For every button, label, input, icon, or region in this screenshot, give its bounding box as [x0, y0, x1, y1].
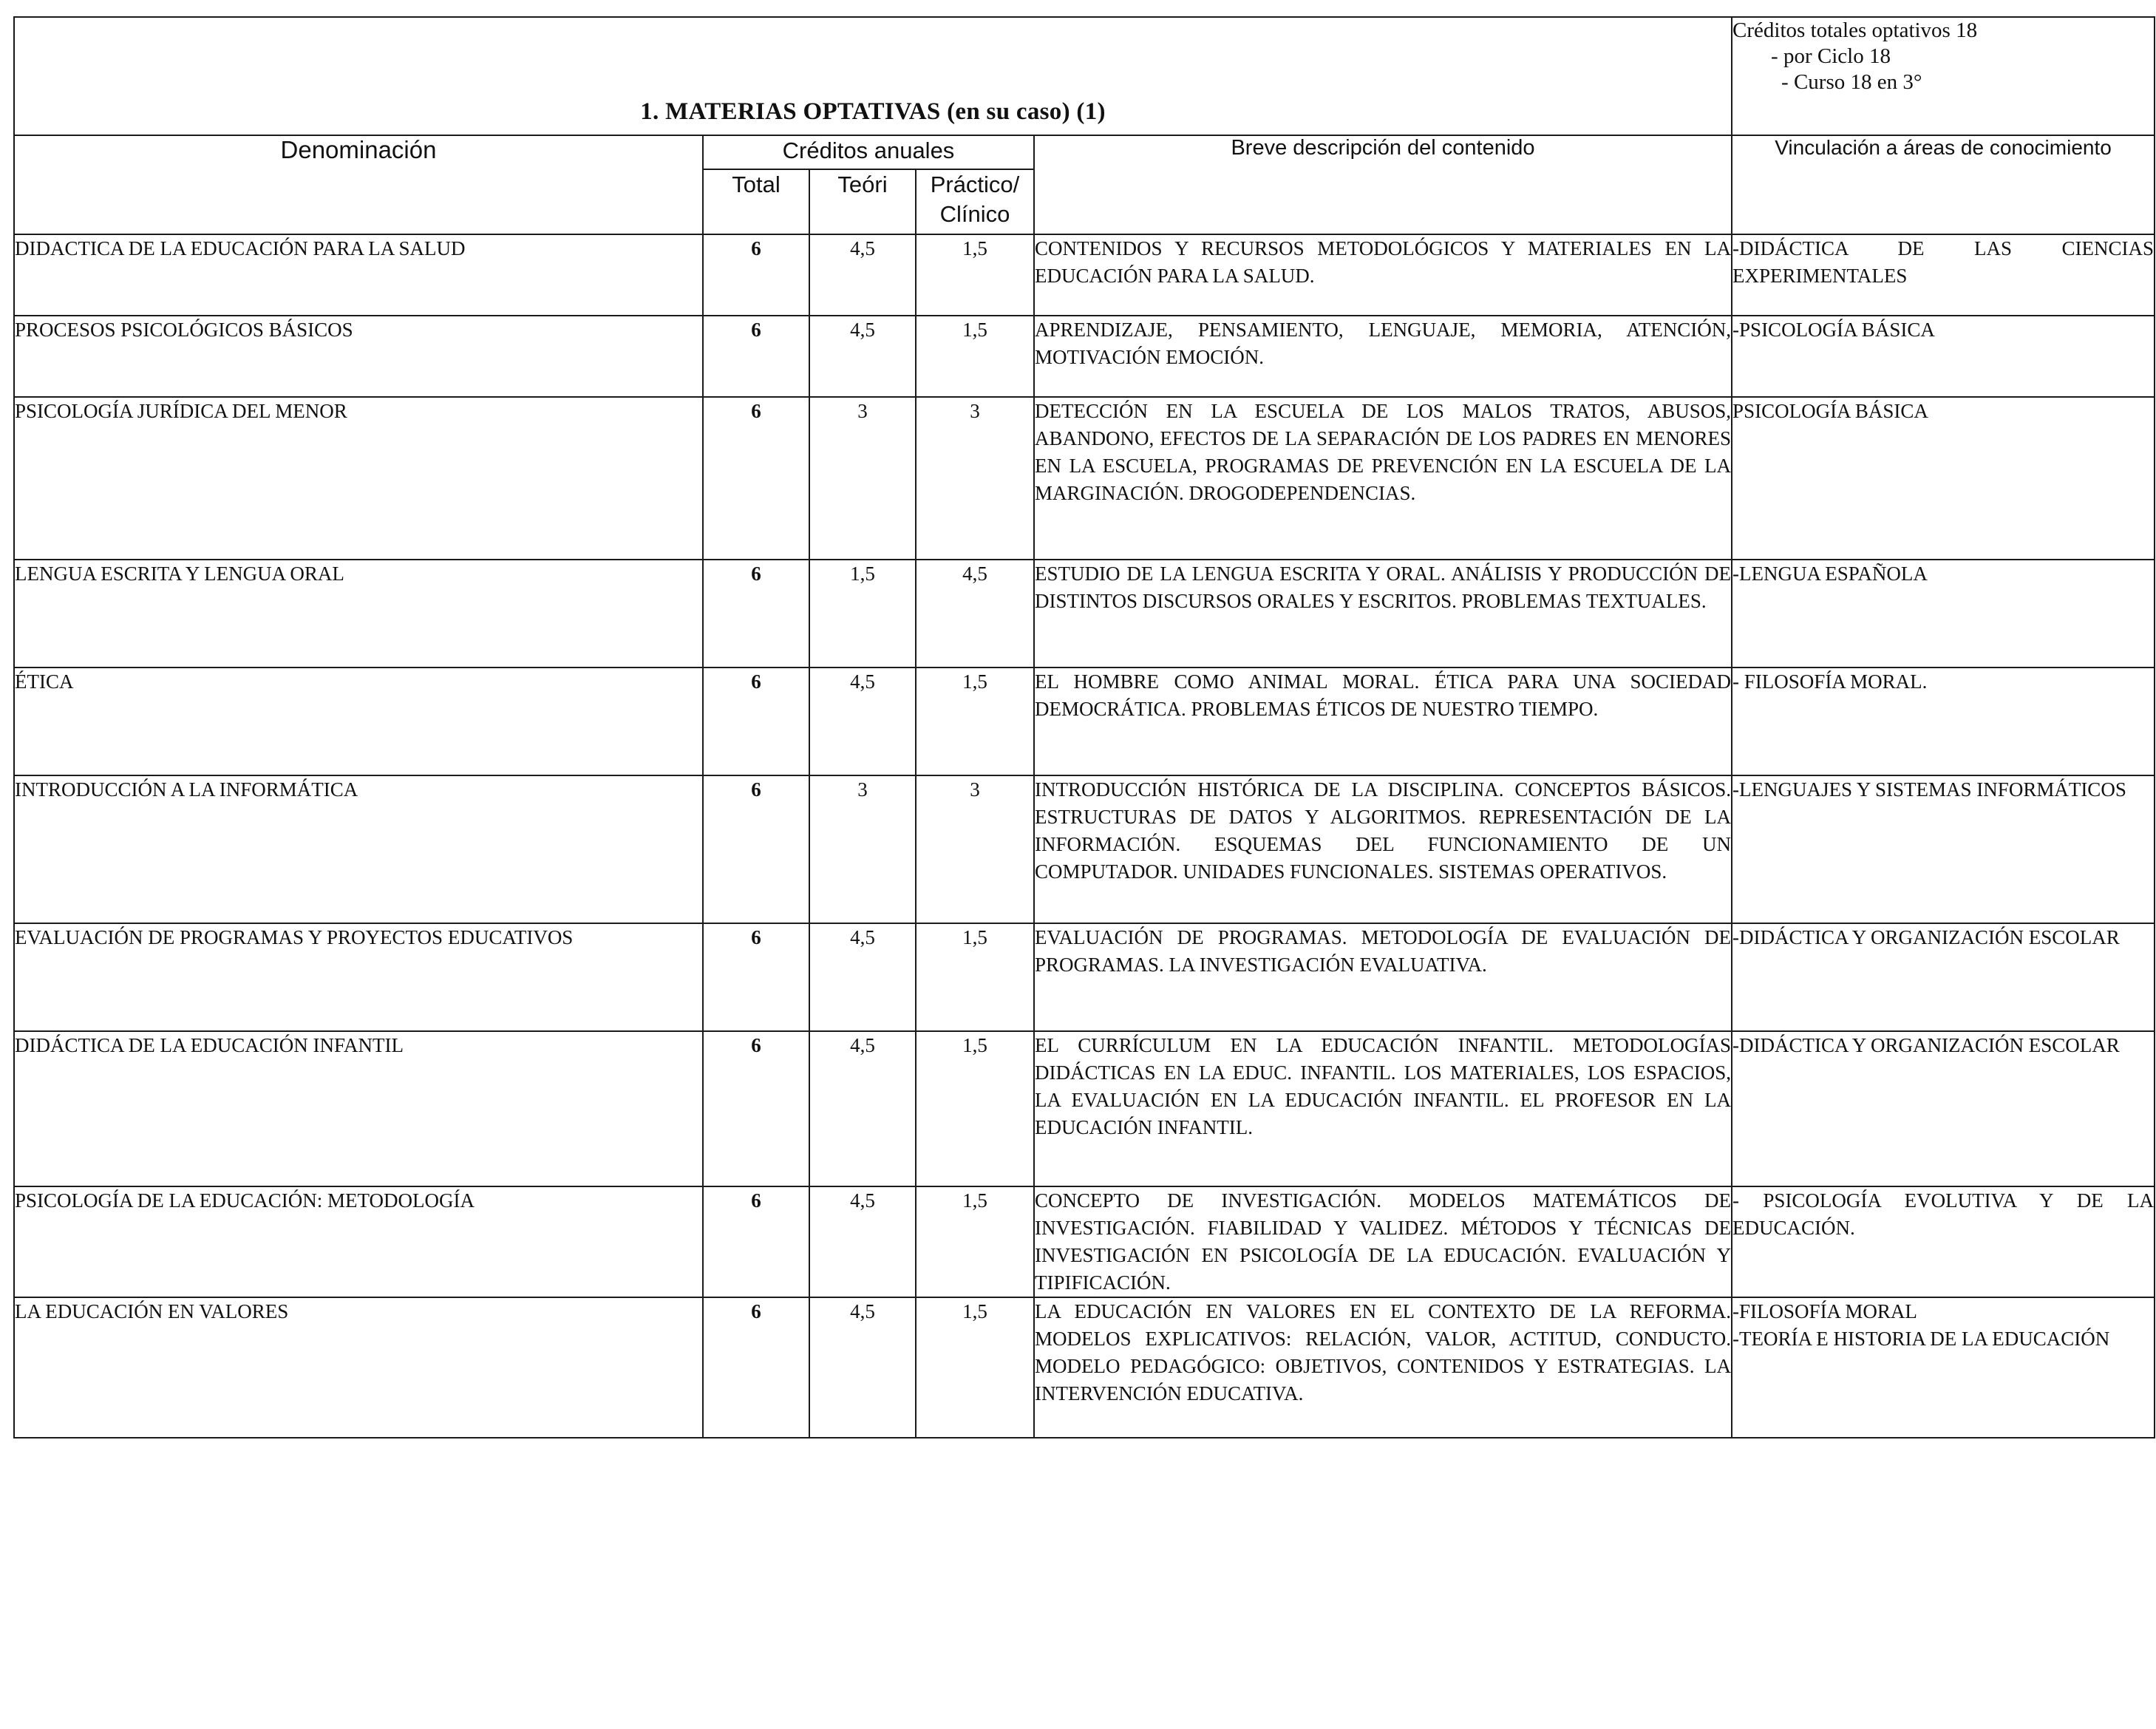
knowledge-area-item: -FILOSOFÍA MORAL [1732, 1300, 1917, 1322]
knowledge-area-item: -LENGUA ESPAÑOLA [1732, 563, 1928, 585]
col-practico: Práctico/ Clínico [916, 169, 1034, 234]
knowledge-area-item: - PSICOLOGÍA EVOLUTIVA Y DE LA EDUCACIÓN. [1732, 1189, 2155, 1239]
credits-theory-value: 4,5 [809, 668, 916, 775]
header-row [14, 17, 2155, 135]
credits-practice-value: 4,5 [916, 560, 1034, 668]
credits-practice-value: 3 [916, 775, 1034, 923]
table-row [14, 397, 2155, 560]
credits-theory-value: 4,5 [809, 1297, 916, 1438]
col-total: Total [703, 169, 809, 234]
header-title-cell [14, 17, 1732, 135]
table-row [14, 1297, 2155, 1438]
page-title: 1. MATERIAS OPTATIVAS (en su caso) (1) [640, 98, 1106, 125]
credits-total-value: 6 [703, 775, 809, 923]
knowledge-area-item: -DIDÁCTICA Y ORGANIZACIÓN ESCOLAR [1732, 926, 2120, 948]
credits-theory-value: 3 [809, 397, 916, 560]
col-creditos-anuales: Créditos anuales [703, 135, 1034, 169]
table-row [14, 668, 2155, 775]
knowledge-area [1732, 316, 2155, 397]
credits-total-value: 6 [703, 560, 809, 668]
credits-practice-value: 3 [916, 397, 1034, 560]
table-row [14, 560, 2155, 668]
knowledge-area-item: -TEORÍA E HISTORIA DE LA EDUCACIÓN [1732, 1328, 2110, 1350]
credits-total-value: 6 [703, 234, 809, 316]
table-row [14, 316, 2155, 397]
credits-theory-value: 4,5 [809, 1031, 916, 1186]
knowledge-area [1732, 1186, 2155, 1297]
subject-name: LA EDUCACIÓN EN VALORES [14, 1297, 703, 1438]
subject-name: EVALUACIÓN DE PROGRAMAS Y PROYECTOS EDUCATIVOS [14, 923, 703, 1031]
knowledge-area [1732, 1031, 2155, 1186]
col-teori: Teóri [809, 169, 916, 234]
subject-description: EL HOMBRE COMO ANIMAL MORAL. ÉTICA PARA UNA SOCIEDAD DEMOCRÁTICA. PROBLEMAS ÉTICOS DE NUESTRO TIEMPO. [1034, 668, 1732, 775]
credits-total-value: 6 [703, 668, 809, 775]
credits-course: - Curso 18 en 3° [1781, 70, 1922, 94]
credits-total-value: 6 [703, 397, 809, 560]
credits-practice-value: 1,5 [916, 234, 1034, 316]
subject-description: EVALUACIÓN DE PROGRAMAS. METODOLOGÍA DE EVALUACIÓN DE PROGRAMAS. LA INVESTIGACIÓN EVALUATIVA. [1034, 923, 1732, 1031]
column-header-row [14, 135, 2155, 169]
credits-theory-value: 3 [809, 775, 916, 923]
subject-name: ÉTICA [14, 668, 703, 775]
credits-cycle: - por Ciclo 18 [1771, 44, 1891, 68]
subject-name: PROCESOS PSICOLÓGICOS BÁSICOS [14, 316, 703, 397]
credits-theory-value: 4,5 [809, 1186, 916, 1297]
subjects-body [14, 234, 2155, 1438]
table-row [14, 923, 2155, 1031]
credits-theory-value: 1,5 [809, 560, 916, 668]
knowledge-area [1732, 1297, 2155, 1438]
knowledge-area-item: PSICOLOGÍA BÁSICA [1732, 400, 1928, 422]
knowledge-area-item: -DIDÁCTICA DE LAS CIENCIAS EXPERIMENTALES [1732, 237, 2155, 287]
credits-total-value: 6 [703, 1031, 809, 1186]
knowledge-area-item: -DIDÁCTICA Y ORGANIZACIÓN ESCOLAR [1732, 1034, 2120, 1056]
credits-practice-value: 1,5 [916, 923, 1034, 1031]
subject-description: DETECCIÓN EN LA ESCUELA DE LOS MALOS TRATOS, ABUSOS, ABANDONO, EFECTOS DE LA SEPARACIÓN DE LOS PADRES EN MENORES EN LA ESCUELA, PROGRAMAS DE PREVENCIÓN EN LA ESCUELA DE LA MARGINACIÓN. DROGODEPENDENCIAS. [1034, 397, 1732, 560]
knowledge-area-item: -PSICOLOGÍA BÁSICA [1732, 319, 1935, 341]
credits-total-value: 6 [703, 316, 809, 397]
knowledge-area-item: -LENGUAJES Y SISTEMAS INFORMÁTICOS [1732, 778, 2126, 801]
subject-description: INTRODUCCIÓN HISTÓRICA DE LA DISCIPLINA. CONCEPTOS BÁSICOS. ESTRUCTURAS DE DATOS Y ALGORITMOS. REPRESENTACIÓN DE LA INFORMACIÓN. ESQUEMAS DEL FUNCIONAMIENTO DE UN COMPUTADOR. UNIDADES FUNCIONALES. SISTEMAS OPERATIVOS. [1034, 775, 1732, 923]
knowledge-area [1732, 668, 2155, 775]
credits-practice-value: 1,5 [916, 668, 1034, 775]
table-row [14, 1186, 2155, 1297]
table-row [14, 234, 2155, 316]
credits-theory-value: 4,5 [809, 234, 916, 316]
col-descripcion: Breve descripción del contenido [1034, 135, 1732, 234]
subject-name: INTRODUCCIÓN A LA INFORMÁTICA [14, 775, 703, 923]
subject-description: CONTENIDOS Y RECURSOS METODOLÓGICOS Y MATERIALES EN LA EDUCACIÓN PARA LA SALUD. [1034, 234, 1732, 316]
subject-name: PSICOLOGÍA DE LA EDUCACIÓN: METODOLOGÍA [14, 1186, 703, 1297]
subject-description: LA EDUCACIÓN EN VALORES EN EL CONTEXTO DE LA REFORMA. MODELOS EXPLICATIVOS: RELACIÓN, VALOR, ACTITUD, CONDUCTO. MODELO PEDAGÓGICO: OBJETIVOS, CONTENIDOS Y ESTRATEGIAS. LA INTERVENCIÓN EDUCATIVA. [1034, 1297, 1732, 1438]
knowledge-area [1732, 923, 2155, 1031]
knowledge-area [1732, 397, 2155, 560]
credits-practice-value: 1,5 [916, 1031, 1034, 1186]
table-row [14, 1031, 2155, 1186]
subject-name: LENGUA ESCRITA Y LENGUA ORAL [14, 560, 703, 668]
credits-total: Créditos totales optativos 18 [1732, 18, 1978, 42]
optional-subjects-sheet [13, 16, 2154, 1438]
credits-summary [1732, 17, 2155, 135]
credits-theory-value: 4,5 [809, 316, 916, 397]
subject-description: EL CURRÍCULUM EN LA EDUCACIÓN INFANTIL. METODOLOGÍAS DIDÁCTICAS EN LA EDUC. INFANTIL. LOS MATERIALES, LOS ESPACIOS, LA EVALUACIÓN EN LA EDUCACIÓN INFANTIL. EL PROFESOR EN LA EDUCACIÓN INFANTIL. [1034, 1031, 1732, 1186]
col-denominacion: Denominación [14, 135, 703, 234]
subject-name: DIDÁCTICA DE LA EDUCACIÓN INFANTIL [14, 1031, 703, 1186]
credits-total-value: 6 [703, 923, 809, 1031]
knowledge-area [1732, 775, 2155, 923]
table-row [14, 775, 2155, 923]
credits-practice-value: 1,5 [916, 1297, 1034, 1438]
knowledge-area-item: - FILOSOFÍA MORAL. [1732, 670, 1928, 693]
subject-name: DIDACTICA DE LA EDUCACIÓN PARA LA SALUD [14, 234, 703, 316]
credits-theory-value: 4,5 [809, 923, 916, 1031]
col-vinculacion: Vinculación a áreas de conocimiento [1732, 135, 2155, 234]
subject-description: APRENDIZAJE, PENSAMIENTO, LENGUAJE, MEMORIA, ATENCIÓN, MOTIVACIÓN EMOCIÓN. [1034, 316, 1732, 397]
credits-practice-value: 1,5 [916, 1186, 1034, 1297]
credits-total-value: 6 [703, 1186, 809, 1297]
credits-total-value: 6 [703, 1297, 809, 1438]
optional-subjects-table [13, 16, 2155, 1438]
credits-practice-value: 1,5 [916, 316, 1034, 397]
knowledge-area [1732, 234, 2155, 316]
knowledge-area [1732, 560, 2155, 668]
subject-name: PSICOLOGÍA JURÍDICA DEL MENOR [14, 397, 703, 560]
subject-description: CONCEPTO DE INVESTIGACIÓN. MODELOS MATEMÁTICOS DE INVESTIGACIÓN. FIABILIDAD Y VALIDEZ. MÉTODOS Y TÉCNICAS DE INVESTIGACIÓN EN PSICOLOGÍA DE LA EDUCACIÓN. EVALUACIÓN Y TIPIFICACIÓN. [1034, 1186, 1732, 1297]
subject-description: ESTUDIO DE LA LENGUA ESCRITA Y ORAL. ANÁLISIS Y PRODUCCIÓN DE DISTINTOS DISCURSOS ORALES Y ESCRITOS. PROBLEMAS TEXTUALES. [1034, 560, 1732, 668]
